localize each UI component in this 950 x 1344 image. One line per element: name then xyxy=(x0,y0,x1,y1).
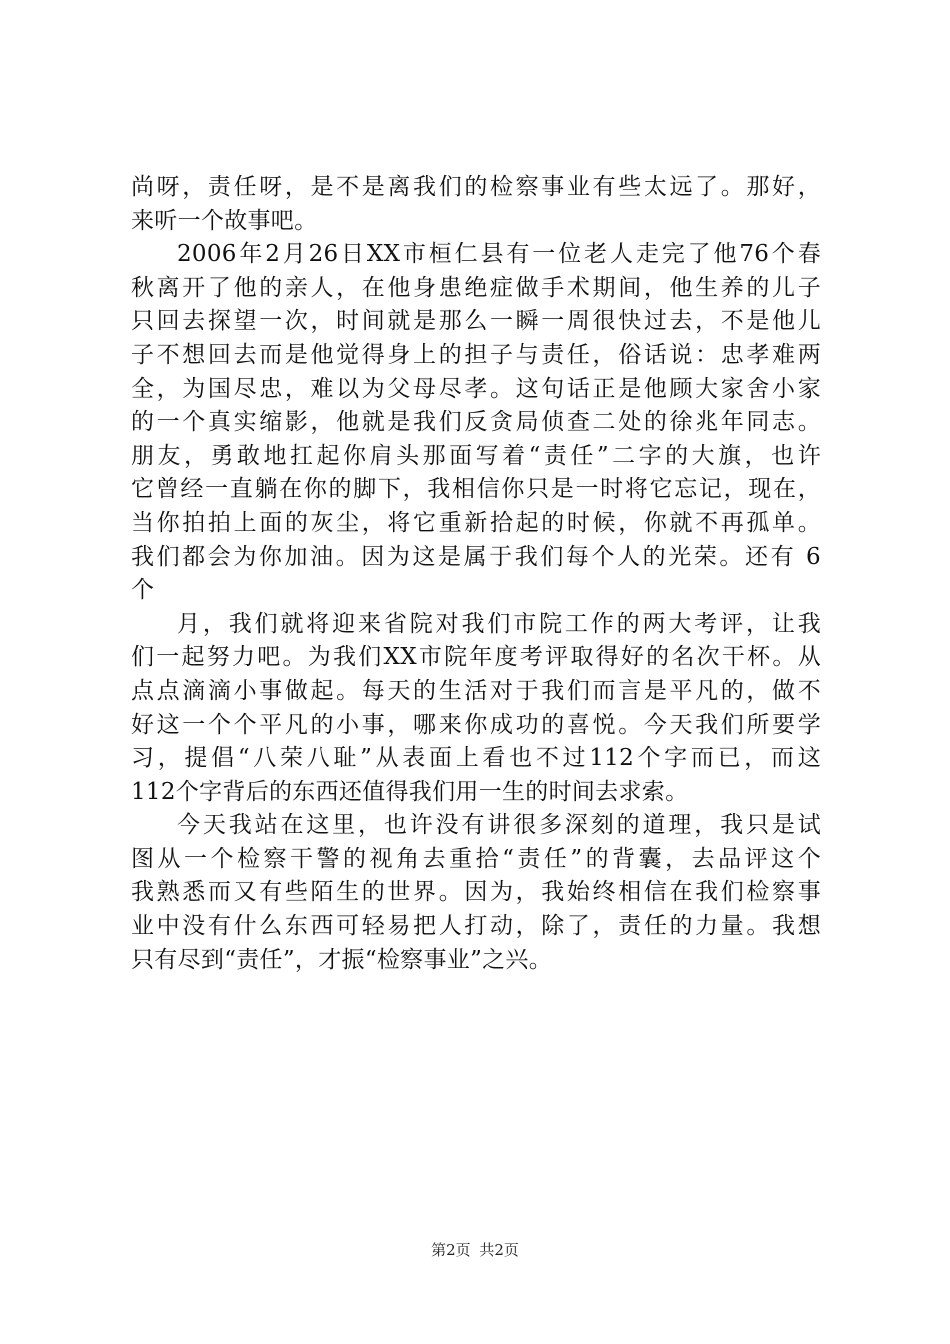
text-line: 朋友，勇敢地扛起你肩头那面写着“责任”二字的大旗，也许 xyxy=(131,442,821,469)
text-line: 我熟悉而又有些陌生的世界。因为，我始终相信在我们检察事 xyxy=(131,879,821,906)
text-line: 点点滴滴小事做起。每天的生活对于我们而言是平凡的，做不 xyxy=(131,677,821,704)
text-line: 业中没有什么东西可轻易把人打动，除了，责任的力量。我想 xyxy=(131,913,821,940)
document-body xyxy=(131,171,821,977)
text-line: 月，我们就将迎来省院对我们市院工作的两大考评，让我 xyxy=(177,610,821,637)
text-line: 好这一个个平凡的小事，哪来你成功的喜悦。今天我们所要学 xyxy=(131,711,821,738)
text-line: 个 xyxy=(131,577,155,604)
page-number-current: 第2页 xyxy=(431,1241,471,1259)
text-line: 112个字背后的东西还值得我们用一生的时间去求索。 xyxy=(131,778,689,805)
text-line: 只有尽到“责任”，才振“检察事业”之兴。 xyxy=(131,946,553,973)
text-line: 我们都会为你加油。因为这是属于我们每个人的光荣。还有 6 xyxy=(131,543,821,570)
text-line: 图从一个检察干警的视角去重拾“责任”的背囊，去品评这个 xyxy=(131,845,821,872)
text-line: 全，为国尽忠，难以为父母尽孝。这句话正是他顾大家舍小家 xyxy=(131,375,821,402)
text-line: 只回去探望一次，时间就是那么一瞬一周很快过去，不是他儿 xyxy=(131,308,821,335)
text-line: 的一个真实缩影，他就是我们反贪局侦查二处的徐兆年同志。 xyxy=(131,409,821,436)
text-line: 尚呀，责任呀，是不是离我们的检察事业有些太远了。那好， xyxy=(131,174,821,200)
text-line: 们一起努力吧。为我们XX市院年度考评取得好的名次干杯。从 xyxy=(131,644,821,671)
text-line: 当你拍拍上面的灰尘，将它重新拾起的时候，你就不再孤单。 xyxy=(131,509,821,536)
text-line: 来听一个故事吧。 xyxy=(131,207,318,234)
text-line: 习，提倡“八荣八耻”从表面上看也不过112个字而已，而这 xyxy=(131,745,821,772)
text-line: 秋离开了他的亲人，在他身患绝症做手术期间，他生养的儿子 xyxy=(131,274,821,301)
page-footer xyxy=(0,1240,950,1260)
text-line: 2006年2月26日XX市桓仁县有一位老人走完了他76个春 xyxy=(177,241,821,268)
text-line: 它曾经一直躺在你的脚下，我相信你只是一时将它忘记，现在， xyxy=(131,476,821,503)
page-number-total: 共2页 xyxy=(479,1241,519,1259)
text-line: 今天我站在这里，也许没有讲很多深刻的道理，我只是试 xyxy=(177,812,821,839)
text-line: 子不想回去而是他觉得身上的担子与责任，俗话说：忠孝难两 xyxy=(131,341,821,368)
